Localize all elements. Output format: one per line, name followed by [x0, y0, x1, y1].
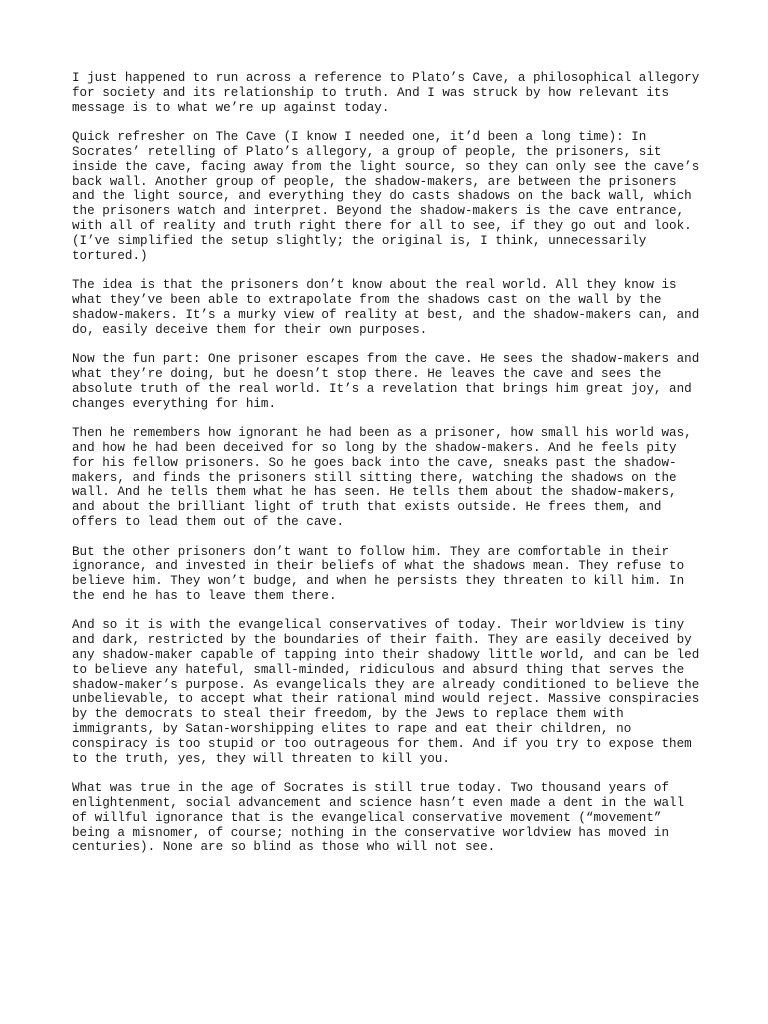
- paragraph-4: Now the fun part: One prisoner escapes from the cave. He sees the shadow-makers and what they’re doing, but he doesn’t stop there. He leaves the cave and sees the absolute truth of the real world. It’s a revelation that brings him great joy, and changes everything for him.: [72, 352, 700, 411]
- paragraph-5: Then he remembers how ignorant he had been as a prisoner, how small his world was, and how he had been deceived for so long by the shadow-makers. And he feels pity for his fellow prisoners. So he goes back into the cave, sneaks past the shadow- makers, and finds the prisoners still sitting there, watching the shadows on the wall. And he tells them what he has seen. He tells them about the shadow-makers, and about the brilliant light of truth that exists outside. He frees them, and offers to lead them out of the cave.: [72, 426, 692, 529]
- document-body: [72, 71, 712, 870]
- paragraph-3: The idea is that the prisoners don’t know about the real world. All they know is what they’ve been able to extrapolate from the shadows cast on the wall by the shadow-makers. It’s a murky view of reality at best, and the shadow-makers can, and do, easily deceive them for their own purposes.: [72, 278, 700, 337]
- paragraph-8: What was true in the age of Socrates is still true today. Two thousand years of enlightenment, social advancement and science hasn’t even made a dent in the wall of willful ignorance that is the evangelical conservative movement (“movement” being a misnomer, of course; nothing in the conservative worldview has moved in centuries). None are so blind as those who will not see.: [72, 781, 685, 855]
- paragraph-7: And so it is with the evangelical conservatives of today. Their worldview is tiny and dark, restricted by the boundaries of their faith. They are easily deceived by any shadow-maker capable of tapping into their shadowy little world, and can be led to believe any hateful, small-minded, ridiculous and absurd thing that serves the shadow-maker’s purpose. As evangelicals they are already conditioned to believe the unbelievable, to accept what their rational mind would reject. Massive conspiracies by the democrats to steal their freedom, by the Jews to replace them with immigrants, by Satan-worshipping elites to rape and eat their children, no conspiracy is too stupid or too outrageous for them. And if you try to expose them to the truth, yes, they will threaten to kill you.: [72, 618, 700, 766]
- paragraph-6: But the other prisoners don’t want to follow him. They are comfortable in their ignorance, and invested in their beliefs of what the shadows mean. They refuse to believe him. They won’t budge, and when he persists they threaten to kill him. In the end he has to leave them there.: [72, 544, 685, 603]
- paragraph-1: I just happened to run across a reference to Plato’s Cave, a philosophical allegory for society and its relationship to truth. And I was struck by how relevant its message is to what we’re up against today.: [72, 71, 700, 115]
- paragraph-2: Quick refresher on The Cave (I know I needed one, it’d been a long time): In Socrates’ retelling of Plato’s allegory, a group of people, the prisoners, sit inside the cave, facing away from the light source, so they can only see the cave’s back wall. Another group of people, the shadow-makers, are between the prisoners and the light source, and everything they do casts shadows on the back wall, which the prisoners watch and interpret. Beyond the shadow-makers is the cave entrance, with all of reality and truth right there for all to see, if they go out and look. (I’ve simplified the setup slightly; the original is, I think, unnecessarily tortured.): [72, 130, 700, 263]
